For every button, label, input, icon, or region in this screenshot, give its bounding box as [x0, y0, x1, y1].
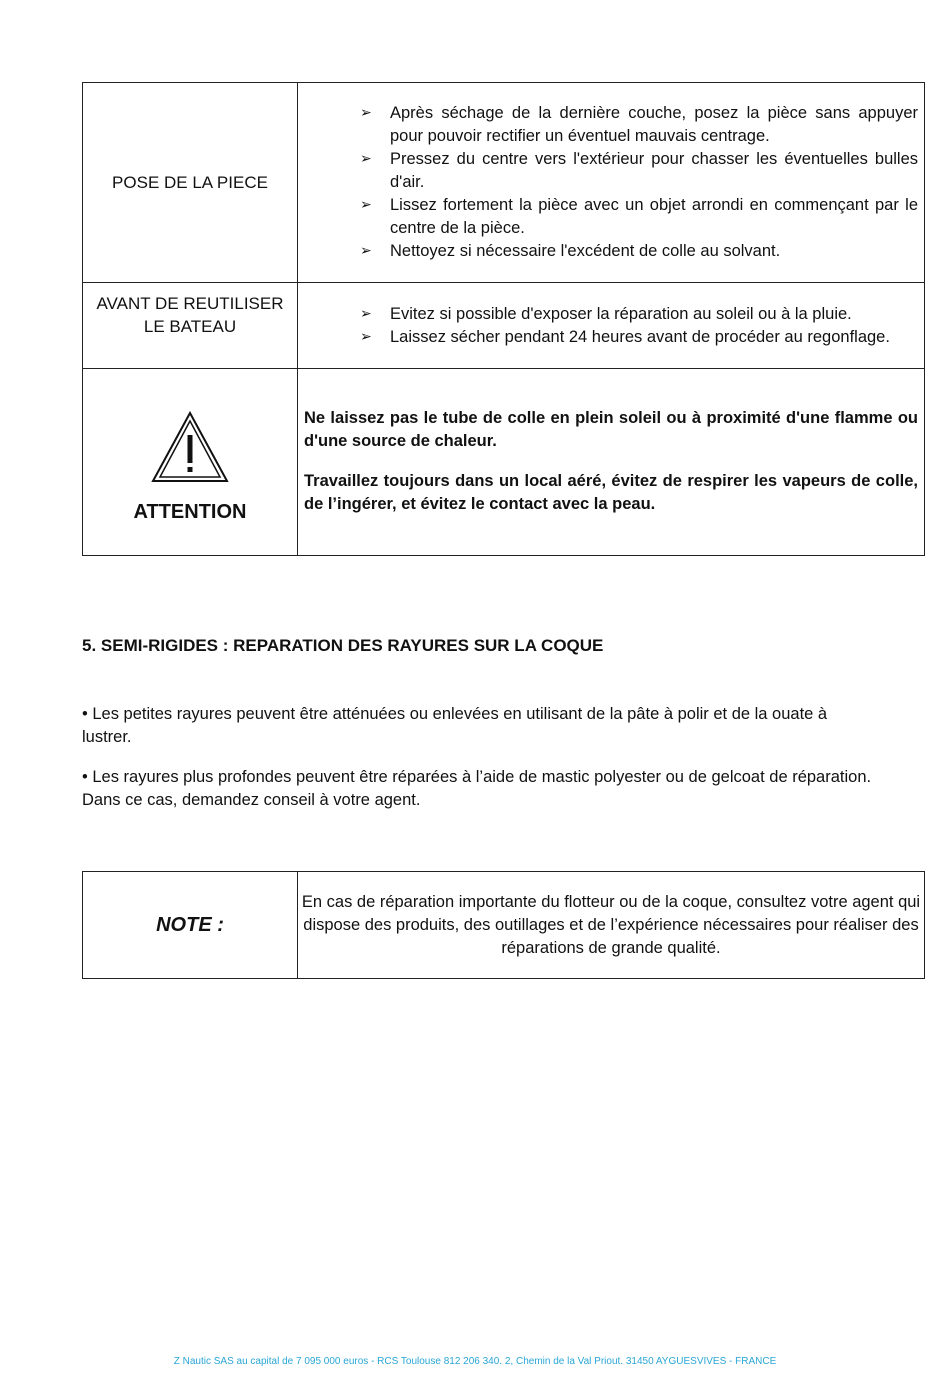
warning-text — [298, 407, 924, 516]
note-text: En cas de réparation importante du flotteur ou de la coque, consultez votre agent qui dispose des produits, des outillages et de l’expérience nécessaires pour réaliser des réparations de grande qualité. — [298, 872, 925, 979]
list-item: ➢ Lissez fortement la pièce avec un objet arrondi en commençant par le centre de la pièce. — [360, 196, 918, 237]
table-row — [83, 283, 925, 369]
row-content — [298, 83, 925, 283]
arrow-bullet-icon: ➢ — [360, 243, 372, 259]
bullet-paragraph: • Les petites rayures peuvent être atténuées ou enlevées en utilisant de la pâte à polir et de la ouate à lustrer. — [82, 705, 828, 746]
warning-paragraph: Ne laissez pas le tube de colle en plein soleil ou à proximité d'une flamme ou d'une source de chaleur. — [304, 409, 918, 450]
list-item: ➢ Nettoyez si nécessaire l'excédent de colle au solvant. — [298, 240, 924, 263]
table-row — [83, 83, 925, 283]
attention-label: ATTENTION — [133, 500, 247, 523]
warning-triangle-icon — [150, 409, 230, 485]
note-box — [82, 871, 925, 979]
arrow-bullet-icon: ➢ — [360, 328, 372, 345]
arrow-bullet-icon: ➢ — [360, 151, 372, 167]
row-label: AVANT DE REUTILISER LE BATEAU — [83, 283, 298, 369]
arrow-bullet-icon: ➢ — [360, 197, 372, 213]
warning-content — [298, 369, 925, 556]
footer-legal-text: Z Nautic SAS au capital de 7 095 000 euros - RCS Toulouse 812 206 340. 2, Chemin de la Val Priout. 31450 AYGUESVIVES - FRANCE — [173, 1356, 777, 1367]
warning-paragraph: Travaillez toujours dans un local aéré, évitez de respirer les vapeurs de colle, de l’ingérer, et évitez le contact avec la peau. — [304, 472, 918, 513]
list-item: ➢ Après séchage de la dernière couche, posez la pièce sans appuyer pour pouvoir rectifier un éventuel mauvais centrage. — [360, 104, 918, 145]
row-content — [298, 283, 925, 369]
note-label: NOTE : — [83, 872, 298, 979]
row-label: POSE DE LA PIECE — [83, 83, 298, 283]
table-row — [83, 369, 925, 556]
list-item: ➢ Evitez si possible d'exposer la réparation au soleil ou à la pluie. — [298, 303, 924, 326]
section-title: 5. SEMI-RIGIDES : REPARATION DES RAYURES SUR LA COQUE — [82, 636, 604, 655]
list-item: ➢ Pressez du centre vers l'extérieur pour chasser les éventuelles bulles d'air. — [360, 150, 918, 191]
instruction-list — [298, 303, 924, 349]
list-item: ➢ Laissez sécher pendant 24 heures avant de procéder au regonflage. — [298, 326, 924, 349]
table-row — [83, 872, 925, 979]
arrow-bullet-icon: ➢ — [360, 305, 372, 322]
arrow-bullet-icon: ➢ — [360, 105, 372, 121]
warning-cell — [83, 369, 298, 556]
instruction-list — [298, 102, 924, 263]
bullet-paragraph: • Les rayures plus profondes peuvent être réparées à l’aide de mastic polyester ou de gelcoat de réparation. Dans ce cas, demandez conseil à votre agent. — [82, 768, 872, 809]
repair-instructions-table — [82, 82, 925, 556]
